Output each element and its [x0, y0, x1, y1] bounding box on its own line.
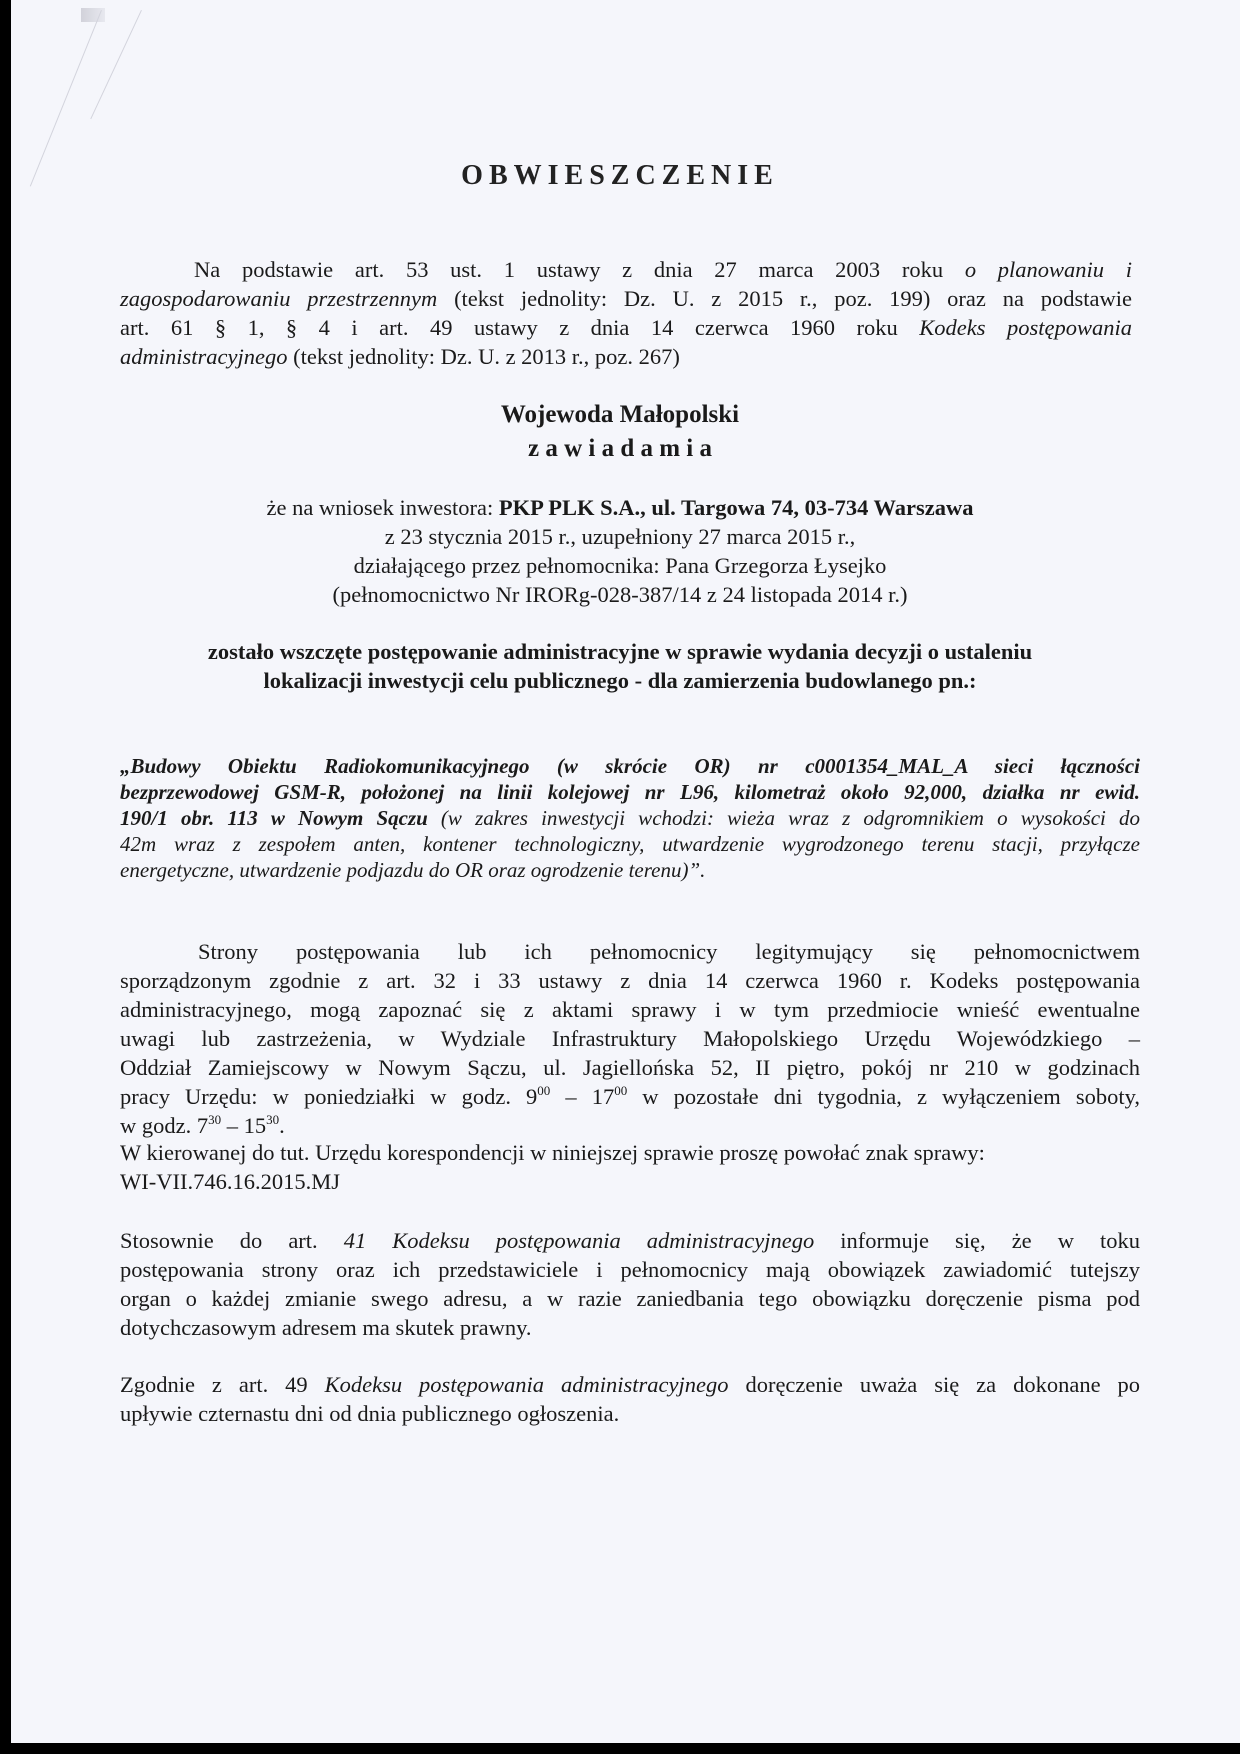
project-line: 42m wraz z zespołem anten, kontener technologiczny, utwardzenie wygrodzonego terenu stacji, przyłącze [120, 832, 1140, 856]
hours-text: – 17 [550, 1084, 615, 1109]
project-scope: (w zakres inwestycji wchodzi: wieża wraz z odgromnikiem o wysokości do [427, 806, 1140, 830]
scan-artifact-line [90, 10, 142, 119]
hours-text: pracy Urzędu: w poniedziałki w godz. 9 [120, 1084, 538, 1109]
address-notice-line: postępowania strony oraz ich przedstawiciele i pełnomocnicy mają obowiązek zawiadomić tutejszy [120, 1257, 1140, 1282]
project-location: 190/1 obr. 113 w Nowym Sączu [120, 806, 428, 830]
parties-line: administracyjnego, mogą zapoznać się z aktami sprawy i w tym przedmiocie wnieść ewentualne [120, 997, 1140, 1022]
notice-text: doręczenie uważa się za dokonane po [728, 1372, 1141, 1397]
intro-italic: zagospodarowaniu przestrzennym [120, 286, 438, 311]
hours-minutes: 00 [537, 1083, 551, 1098]
intro-italic: Kodeks postępowania [919, 315, 1132, 340]
applicant-line: (pełnomocnictwo Nr IRORg-028-387/14 z 24 listopada 2014 r.) [332, 582, 908, 607]
proceeding-line: lokalizacji inwestycji celu publicznego - dla zamierzenia budowlanego pn.: [263, 668, 977, 693]
hours-text: – 15 [221, 1113, 267, 1138]
notice-italic: Kodeksu postępowania administracyjnego [324, 1372, 729, 1397]
intro-line [120, 255, 1132, 284]
notice-text: informuje się, że w toku [814, 1228, 1140, 1253]
authority-verb: z a w i a d a m i a [527, 435, 713, 462]
hours-text: w godz. 7 [120, 1113, 209, 1138]
case-number: WI-VII.746.16.2015.MJ [120, 1169, 340, 1194]
reference-instruction: W kierowanej do tut. Urzędu korespondencji w niniejszej sprawie proszę powołać znak sprawy: [120, 1140, 985, 1165]
project-line: „Budowy Obiektu Radiokomunikacyjnego (w skrócie OR) nr c0001354_MAL_A sieci łączności [120, 754, 1140, 778]
address-notice-line: dotychczasowym adresem ma skutek prawny. [120, 1315, 532, 1340]
office-hours-line [120, 1111, 285, 1140]
project-line: bezprzewodowej GSM-R, położonej na linii kolejowej nr L96, kilometraż około 92,000, działka nr ewid. [120, 780, 1140, 804]
applicant-line: z 23 stycznia 2015 r., uzupełniony 27 marca 2015 r., [384, 524, 856, 549]
intro-text: (tekst jednolity: Dz. U. z 2015 r., poz. 199) oraz na podstawie [437, 286, 1132, 311]
intro-text: (tekst jednolity: Dz. U. z 2013 r., poz. 267) [287, 344, 680, 369]
applicant-line [0, 493, 1240, 522]
intro-line [120, 342, 680, 371]
parties-line: Oddział Zamiejscowy w Nowym Sączu, ul. Jagiellońska 52, II piętro, pokój nr 210 w godzinach [120, 1055, 1140, 1080]
notice-text: Zgodnie z art. 49 [120, 1372, 325, 1397]
hours-minutes: 30 [266, 1112, 280, 1127]
applicant-prefix: że na wniosek inwestora: [266, 495, 499, 520]
intro-line [120, 284, 1132, 313]
proceeding-line: zostało wszczęte postępowanie administracyjne w sprawie wydania decyzji o ustaleniu [207, 639, 1033, 664]
parties-line: sporządzonym zgodnie z art. 32 i 33 ustawy z dnia 14 czerwca 1960 r. Kodeks postępowania [120, 968, 1140, 993]
investor-name: PKP PLK S.A., ul. Targowa 74, 03-734 Warszawa [498, 495, 974, 520]
hours-minutes: 00 [614, 1083, 628, 1098]
intro-italic: o planowaniu i [964, 257, 1132, 282]
address-notice-line [120, 1226, 1140, 1255]
intro-italic: administracyjnego [120, 344, 288, 369]
intro-text: art. 61 § 1, § 4 i art. 49 ustawy z dnia 14 czerwca 1960 roku [120, 315, 920, 340]
project-line: energetyczne, utwardzenie podjazdu do OR oraz ogrodzenie terenu)”. [120, 858, 706, 882]
intro-text: Na podstawie art. 53 ust. 1 ustawy z dnia 27 marca 2003 roku [194, 257, 965, 282]
delivery-notice-line [120, 1370, 1140, 1399]
applicant-line: działającego przez pełnomocnika: Pana Grzegorza Łysejko [353, 553, 887, 578]
parties-line: uwagi lub zastrzeżenia, w Wydziale Infrastruktury Małopolskiego Urzędu Wojewódzkiego – [120, 1026, 1140, 1051]
project-line [120, 804, 1140, 833]
hours-text: . [279, 1113, 285, 1138]
parties-line: Strony postępowania lub ich pełnomocnicy legitymujący się pełnomocnictwem [198, 939, 1140, 964]
hours-minutes: 30 [208, 1112, 222, 1127]
authority-name: Wojewoda Małopolski [500, 401, 740, 428]
document-title: OBWIESZCZENIE [461, 160, 779, 191]
office-hours-line [120, 1082, 1140, 1111]
intro-line [120, 313, 1132, 342]
delivery-notice-line: upływie czternastu dni od dnia publicznego ogłoszenia. [120, 1401, 620, 1426]
notice-italic: 41 Kodeksu postępowania administracyjnego [343, 1228, 815, 1253]
notice-text: Stosownie do art. [120, 1228, 344, 1253]
hours-text: w pozostałe dni tygodnia, z wyłączeniem soboty, [627, 1084, 1140, 1109]
address-notice-line: organ o każdej zmianie swego adresu, a w razie zaniedbania tego obowiązku doręczenie pisma pod [120, 1286, 1140, 1311]
